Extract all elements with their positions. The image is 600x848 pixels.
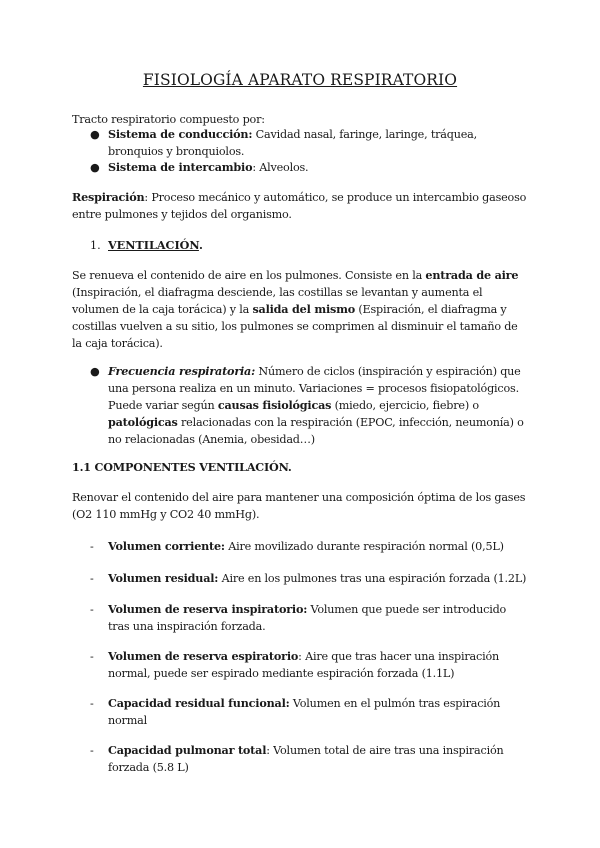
component-text: Aire movilizado durante respiración normal (0,5L) <box>224 540 504 553</box>
dash-icon: - <box>90 540 94 553</box>
respiracion-term: Respiración <box>72 190 145 204</box>
ventilacion-text-1: Se renueva el contenido de aire en los pulmones. Consiste en la <box>72 269 426 282</box>
ventilacion-paragraph <box>72 267 528 352</box>
list-item <box>90 695 530 729</box>
dash-icon: - <box>90 650 94 663</box>
ventilacion-text-3: (Espiración, el diafragma y costillas vuelven a su sitio, los pulmones se comprimen al disminuir el tamaño de la caja torácica). <box>72 303 518 350</box>
section-number: 1. <box>90 239 101 252</box>
bullet-text: Cavidad nasal, faringe, laringe, tráquea, bronquios y bronquiolos. <box>108 128 477 158</box>
bullet-icon: ● <box>90 128 100 141</box>
section-title-tail: . <box>198 238 203 252</box>
frecuencia-term: Frecuencia respiratoria: <box>108 364 256 378</box>
frecuencia-text-1: Número de ciclos (inspiración y espiración) que una persona realiza en un minuto. Variaciones = procesos fisiopatológicos. Puede variar según <box>108 365 521 412</box>
component-term: Capacidad pulmonar total <box>108 743 267 757</box>
component-text: Volumen que puede ser introducido tras una inspiración forzada. <box>108 603 507 633</box>
list-item <box>90 601 530 635</box>
component-term: Volumen de reserva espiratorio <box>108 649 299 663</box>
renovar-paragraph: Renovar el contenido del aire para mantener una composición óptima de los gases (O2 110 mmHg y CO2 40 mmHg). <box>72 491 526 521</box>
frecuencia-bold-1: causas fisiológicas <box>217 398 332 412</box>
ventilacion-text-2: (Inspiración, el diafragma desciende, las costillas se levantan y aumenta el volumen de la caja torácica) y la <box>72 286 483 316</box>
frecuencia-item <box>90 363 530 448</box>
component-term: Volumen residual: <box>108 571 219 585</box>
section-heading-componentes: 1.1 COMPONENTES VENTILACIÓN. <box>72 460 292 474</box>
bullet-term: Sistema de conducción: <box>108 127 253 141</box>
dash-icon: - <box>90 603 94 616</box>
component-text: : Volumen total de aire tras una inspiración forzada (5.8 L) <box>108 744 504 774</box>
dash-icon: - <box>90 572 94 585</box>
list-item <box>90 648 530 682</box>
bullet-icon: ● <box>90 365 100 378</box>
list-item <box>90 742 530 776</box>
dash-icon: - <box>90 744 94 757</box>
section-heading-ventilacion <box>90 238 203 252</box>
bullet-icon: ● <box>90 161 100 174</box>
component-text: : Aire que tras hacer una inspiración normal, puede ser espirado mediante espiración forzada (1.1L) <box>108 650 499 680</box>
dash-icon: - <box>90 697 94 710</box>
list-item <box>90 159 530 176</box>
component-term: Capacidad residual funcional: <box>108 696 290 710</box>
intro-text: Tracto respiratorio compuesto por: <box>72 113 265 126</box>
page-title: FISIOLOGÍA APARATO RESPIRATORIO <box>142 71 458 89</box>
respiracion-text: : Proceso mecánico y automático, se produce un intercambio gaseoso entre pulmones y tejidos del organismo. <box>72 191 527 221</box>
bullet-text: : Alveolos. <box>252 161 309 174</box>
ventilacion-bold-2: salida del mismo <box>252 302 356 316</box>
section-title: VENTILACIÓN <box>108 238 199 252</box>
respiracion-paragraph <box>72 189 528 223</box>
ventilacion-bold-1: entrada de aire <box>425 268 519 282</box>
bullet-term: Sistema de intercambio <box>108 160 253 174</box>
component-term: Volumen de reserva inspiratorio: <box>108 602 308 616</box>
frecuencia-bold-2: patológicas <box>108 415 178 429</box>
list-item <box>90 126 530 160</box>
list-item <box>90 570 530 587</box>
list-item <box>90 538 530 555</box>
frecuencia-text-2: (miedo, ejercicio, fiebre) o <box>331 399 479 412</box>
frecuencia-text-3: relacionadas con la respiración (EPOC, infección, neumonía) o no relacionadas (Anemia, obesidad…) <box>108 416 524 446</box>
component-text: Volumen en el pulmón tras espiración normal <box>108 697 501 727</box>
component-term: Volumen corriente: <box>108 539 225 553</box>
component-text: Aire en los pulmones tras una espiración forzada (1.2L) <box>218 572 527 585</box>
